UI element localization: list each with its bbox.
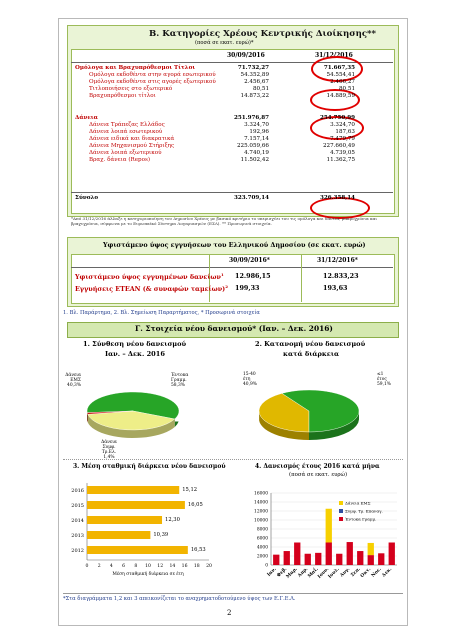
debt-row-value-1: 225.059,66 <box>236 143 269 149</box>
hbar-tick-label: 4 <box>109 564 113 569</box>
hbar-bar <box>87 516 162 524</box>
pie-label: Δάνεια <box>101 440 117 445</box>
debt-row-value-2: 11.362,75 <box>326 157 355 163</box>
pie-value-label: 59,1% <box>377 382 391 387</box>
debt-row-value-2: 71.667,35 <box>323 65 355 71</box>
vbar-category-label: Αυγ. <box>339 566 352 579</box>
pie-label: έτη <box>243 377 251 382</box>
guarantees-footnote: 1. Βλ. Παράρτημα, 2. Βλ. Σημείωση Παραρτήματος, * Προσωρινά στοιχεία <box>63 310 260 316</box>
guarantee-value-v2: 193,63 <box>323 284 348 292</box>
hbar-tick-label: 2 <box>97 564 101 569</box>
hbar-bar <box>87 546 188 554</box>
hbar-tick-label: 20 <box>206 564 212 569</box>
debt-row-label: Βραχυπρόθεσμοι τίτλοι <box>89 93 156 99</box>
debt-row-label: Ομόλογα εκδοθέντα στις αγορές εξωτερικού <box>89 79 216 85</box>
debt-row-value-2: 187,63 <box>335 129 355 135</box>
debt-row-value-2: 4.739,05 <box>330 150 355 156</box>
debt-row-value-2: 3.324,70 <box>330 122 355 128</box>
legend-swatch <box>339 501 343 505</box>
legend-label: Έντοκα Γραμμ. <box>345 516 377 522</box>
debt-row-value-2: 54.554,41 <box>326 72 355 78</box>
hbar-value-label: 16,53 <box>190 547 206 553</box>
vbar-category-label: Σεπ. <box>350 566 362 579</box>
debt-row-value-2: 14.889,59 <box>326 93 355 99</box>
hbar-tick-label: 18 <box>193 564 200 569</box>
debt-row-label: Δάνεια λοιπά εξωτερικού <box>89 150 162 156</box>
hbar-tick-label: 10 <box>145 564 151 569</box>
debt-row-value-2: 7.479,79 <box>330 136 355 142</box>
vbar-category-label: Απρ. <box>297 566 310 579</box>
separator <box>63 459 403 460</box>
legend-label: Δάνεια ΕΜΣ <box>345 500 371 506</box>
debt-row-value-1: 4.740,19 <box>244 150 269 156</box>
hbar-category-label: 2015 <box>71 503 84 509</box>
legend-swatch <box>339 509 343 513</box>
legend-label: Συμφ. Τρ. Επαναγ. <box>345 508 383 514</box>
pie-label: έτος <box>377 377 387 382</box>
hbar-category-label: 2016 <box>71 488 84 494</box>
vbar-category-label: Οκτ. <box>360 566 373 579</box>
section-c-title: Γ. Στοιχεία νέου δανεισμού* (Ιαν. – Δεκ. 2016) <box>135 324 333 333</box>
legend-swatch <box>339 517 343 521</box>
pie-label: Δάνεια <box>65 373 81 378</box>
vbar-bar <box>315 553 321 565</box>
pie-label: ΕΜΣ <box>70 378 81 383</box>
pie-value-label: 58,3% <box>171 383 185 388</box>
guarantees-title: Υφιστάμενο ύψος εγγυήσεων του Ελληνικού Δημοσίου (σε εκατ. ευρώ) <box>103 241 366 249</box>
chart4-subtitle: (ποσά σε εκατ. ευρώ) <box>289 472 348 478</box>
chart1-subtitle: Ιαν. – Δεκ. 2016 <box>105 350 165 358</box>
debt-row-value-2: 227.660,49 <box>322 143 355 149</box>
debt-row-value-1: 14.873,22 <box>240 93 269 99</box>
debt-row-value-1: 71.732,27 <box>237 65 269 71</box>
footer-rule <box>63 593 403 594</box>
vbar-bar <box>347 542 353 565</box>
guarantee-label-text: Εγγυήσεις ΕΤΕΑΝ (& συναφών ταμείων) <box>75 285 226 294</box>
pie-label: 15-40 <box>243 372 256 377</box>
debt-row-value-1: 80,51 <box>252 86 269 92</box>
vbar-bar <box>326 509 332 543</box>
debt-row-label: Ομόλογα και Βραχυπρόθεσμοι Τίτλοι <box>75 65 196 71</box>
hbar-tick-label: 0 <box>85 564 89 569</box>
col-header-2: 31/12/2016 <box>315 52 353 59</box>
debt-row-label: Δάνεια <box>75 115 98 121</box>
vbar-tick-label: 16000 <box>254 491 268 497</box>
vbar-category-label: Δεκ. <box>381 566 394 579</box>
hbar-tick-label: 8 <box>134 564 138 569</box>
debt-row-value-1: 251.976,87 <box>233 115 269 121</box>
debt-row-value-1: 7.157,14 <box>244 136 269 142</box>
pie-label: ≤1 <box>377 372 384 377</box>
hbar-category-label: 2014 <box>71 518 84 524</box>
debt-row-value-2: 2.466,27 <box>330 79 355 85</box>
hbar-value-label: 12,30 <box>165 517 180 523</box>
hbar-value-label: 16,05 <box>187 502 203 508</box>
hbar-tick-label: 16 <box>181 564 188 569</box>
hbar-value-label: 15,12 <box>182 487 198 493</box>
guarantee-footnote-ref: 1 <box>220 272 224 277</box>
guarantee-row-label <box>75 273 224 281</box>
pie-value-label: 1,4% <box>103 455 115 460</box>
pie-value-label: 40,9% <box>243 382 257 387</box>
guarantee-label-text: Υφιστάμενο ύψος εγγυημένων δανείων <box>75 273 221 282</box>
pie-value-label: 40,3% <box>67 383 81 388</box>
vbar-bar <box>305 554 311 565</box>
debt-row-value-2: 326.358,14 <box>319 195 355 201</box>
guarantee-row-label <box>75 285 228 293</box>
debt-row-value-1: 54.352,89 <box>240 72 269 78</box>
guarantee-value-v1: 12.986,15 <box>235 272 271 280</box>
vbar-bar <box>368 543 374 555</box>
g-divider-2 <box>301 254 302 302</box>
vbar-category-label: Ιουν. <box>317 566 331 580</box>
vbar-category-label: Ιουλ. <box>327 566 341 580</box>
page-number: 2 <box>227 609 232 617</box>
vbar-tick-label: 6000 <box>256 536 268 542</box>
g-col-header-2: 31/12/2016* <box>317 257 358 264</box>
hbar-tick-label: 6 <box>122 564 126 569</box>
vbar-tick-label: 0 <box>265 563 268 569</box>
chart2-title: 2. Κατανομή νέου δανεισμού <box>255 340 366 348</box>
hbar-category-label: 2013 <box>71 533 84 539</box>
pie-label: Έντοκα <box>171 373 189 378</box>
vbar-tick-label: 8000 <box>256 527 268 533</box>
vbar-bar <box>294 543 300 566</box>
vbar-tick-label: 10000 <box>254 518 268 524</box>
col-header-1: 30/09/2016 <box>227 52 265 59</box>
pie-label: Τρ.Ελ. <box>101 450 117 455</box>
vbar-bar <box>368 555 374 565</box>
pie-label: Γραμμ. <box>171 378 187 383</box>
chart3-title: 3. Μέση σταθμική διάρκεια νέου δανεισμού <box>73 463 226 470</box>
chart1-title: 1. Σύνθεση νέου δανεισμού <box>83 340 187 348</box>
vbar-category-label: Νοε. <box>370 566 383 579</box>
section-c-footnote: *Στα διαγράμματα 1,2 και 3 απεικονίζεται το αναχρηματοδοτούμενο ύψος των Ε.Γ.Ε.Λ. <box>63 596 296 602</box>
section-b-note: *Από 31/12/2016 άλλαξε η κατηγοριοποίηση του Δημοσίου Χρέους με βασικό κριτήριο το υπερισχύει του τις ομόλογα και δάνεια, μακροχρόνια και βραχυχρόνια, σύμφωνα με το Ευρωπαϊκό Σύστημα Λογαριασμών (ΕΣΛ). ** Προσωρινά στοιχεία. <box>71 216 378 226</box>
section-b-title: Β. Κατηγορίες Χρέους Κεντρικής Διοίκησης** <box>149 29 377 39</box>
vbar-tick-label: 4000 <box>256 545 268 551</box>
hbar-category-label: 2012 <box>71 548 84 554</box>
g-col-header-1: 30/09/2016* <box>229 257 270 264</box>
vbar-category-label: Ιαν. <box>266 566 278 578</box>
chart4-title: 4. Δανεισμός έτους 2016 κατά μήνα <box>255 463 380 470</box>
debt-row-label: Δάνεια Μηχανισμού Στήριξης <box>89 143 175 149</box>
vbar-tick-label: 14000 <box>254 500 268 506</box>
guarantee-value-v2: 12.833,23 <box>323 272 359 280</box>
vbar-bar <box>389 543 395 566</box>
vbar-bar <box>336 554 342 565</box>
debt-row-label: Ομόλογα εκδοθέντα στην αγορά εσωτερικού <box>89 72 216 78</box>
bar-charts <box>59 481 407 591</box>
hbar-tick-label: 12 <box>157 564 164 569</box>
vbar-tick-label: 2000 <box>256 554 268 560</box>
debt-row-value-1: 323.709,14 <box>233 195 269 201</box>
chart2-subtitle: κατά διάρκεια <box>283 350 340 358</box>
vbar-bar <box>273 555 279 565</box>
guarantee-footnote-ref: 2 <box>225 284 228 289</box>
pie-label: Συμφ. <box>102 445 116 450</box>
vbar-bar <box>378 553 384 565</box>
g-table-rule <box>71 267 393 268</box>
debt-row-label: Δάνεια λοιπά εσωτερικού <box>89 129 163 135</box>
hbar-xlabel: Μέση σταθμική διάρκεια σε έτη <box>112 572 184 577</box>
debt-row-label: Σύνολο <box>75 195 99 201</box>
vbar-category-label: Μαΐ. <box>307 566 320 580</box>
page <box>58 18 408 626</box>
hbar-bar <box>87 501 185 509</box>
debt-row-label: Τιτλοποιήσεις στο εξωτερικό <box>89 86 173 92</box>
debt-row-label: Δάνεια ειδικά και διακρατικά <box>89 136 175 142</box>
total-rule <box>71 192 393 193</box>
hbar-value-label: 10,39 <box>153 532 169 538</box>
vbar-bar <box>357 551 363 565</box>
vbar-tick-label: 12000 <box>254 509 268 515</box>
debt-row-label: Βραχ. δάνεια (Repos) <box>89 157 151 163</box>
vbar-category-label: Μαρ. <box>285 566 299 580</box>
debt-row-value-1: 2.456,67 <box>244 79 269 85</box>
hbar-bar <box>87 531 150 539</box>
hbar-tick-label: 14 <box>169 564 176 569</box>
hbar-bar <box>87 486 179 494</box>
vbar-bar <box>284 551 290 565</box>
vbar-bar <box>326 543 332 566</box>
debt-row-value-1: 192,96 <box>249 129 269 135</box>
section-b-subtitle: (ποσά σε εκατ. ευρώ)* <box>195 40 254 46</box>
debt-row-label: Δάνεια Τράπεζας Ελλάδος <box>89 122 165 128</box>
debt-row-value-1: 11.502,42 <box>240 157 269 163</box>
debt-row-value-1: 3.324,70 <box>244 122 269 128</box>
pie-charts <box>59 361 407 460</box>
debt-row-value-2: 254.750,99 <box>319 115 355 121</box>
debt-row-value-2: 80,51 <box>338 86 355 92</box>
guarantee-value-v1: 199,33 <box>235 284 260 292</box>
vbar-category-label: Φεβ. <box>276 566 289 579</box>
